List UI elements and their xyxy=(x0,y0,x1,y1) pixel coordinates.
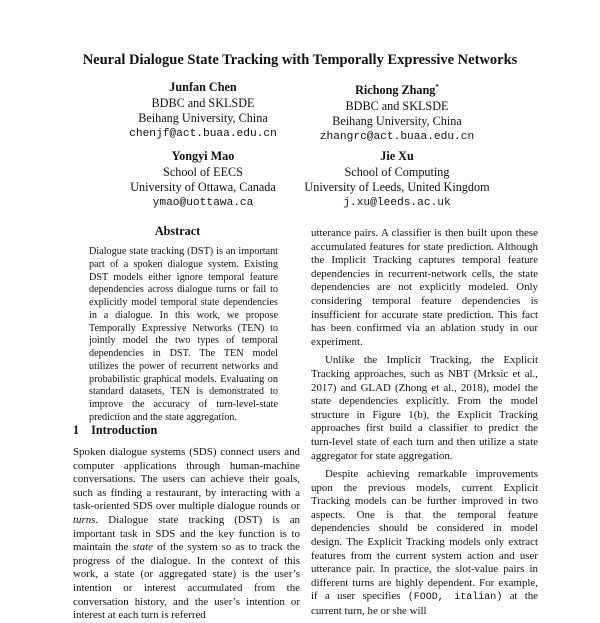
section-title: Introduction xyxy=(91,423,158,437)
author-name: Jie Xu xyxy=(380,149,414,163)
author-affiliation: School of Computing xyxy=(344,164,450,179)
author-email: zhangrc@act.buaa.edu.cn xyxy=(319,130,475,143)
left-column-body xyxy=(73,446,300,623)
author-affiliation: University of Ottawa, Canada xyxy=(130,180,276,194)
author-affiliation: BDBC and SKLSDE xyxy=(151,95,255,110)
paragraph: Unlike the Implicit Tracking, the Explicit Tracking approaches, such as NBT (Mrksic et al., 2017) and GLAD (Zhong et al., 2018), model the state dependencies explicitly. From the model structure in Figure 1(b), the Explicit Tracking approaches first build a classifier to predict the turn-level state of each turn and then utilize a state aggregator for state aggregation. xyxy=(311,354,538,462)
author-block xyxy=(267,149,527,211)
section-number: 1 xyxy=(73,423,80,437)
emphasis: state xyxy=(132,541,154,554)
section-heading xyxy=(73,423,157,438)
author-affiliation: Beihang University, China xyxy=(332,114,462,129)
author-name: Yongyi Mao xyxy=(171,149,235,163)
author-name: Junfan Chen xyxy=(169,80,237,94)
paragraph: Spoken dialogue systems (SDS) connect users and computer applications through human-machine conversations. The users can achieve their goals, such as finding a restaurant, by interacting with a task-oriented SDS over multiple dialogue rounds or turns. Dialogue state tracking (DST) is an important task in SDS and the key function is to maintain the state of the system so as to track the progress of the dialogue. In the context of this work, a state (or aggregated state) is the user’s intention or interest accumulated from the conversation history, and the user’s intention or interest at each turn is referred xyxy=(73,446,300,622)
author-email: j.xu@leeds.ac.uk xyxy=(343,196,451,209)
right-column-body xyxy=(311,227,538,619)
emphasis: turns xyxy=(73,513,96,526)
paper-title: Neural Dialogue State Tracking with Temporally Expressive Networks xyxy=(82,52,518,68)
paragraph: utterance pairs. A classifier is then built upon these accumulated features for state prediction. Although the Implicit Tracking captures temporal feature dependencies in recurrent-network cells, the state dependencies are not explicitly modeled. Only considering temporal feature dependencies is insufficient for accurate state prediction. This fact has been confirmed via an ablation study in our experiment. xyxy=(311,227,538,348)
author-email: ymao@uottawa.ca xyxy=(152,196,254,209)
abstract-text: Dialogue state tracking (DST) is an important part of a spoken dialogue system. Existing DST models either ignore temporal feature dependencies across dialogue turns or fail to explicitly model temporal state dependencies in a dialogue. In this work, we propose Temporally Expressive Networks (TEN) to jointly model the two types of temporal dependencies in DST. The TEN model utilizes the power of recurrent networks and probabilistic graphical models. Evaluating on standard datasets, TEN is demonstrated to improve the accuracy of turn-level-state prediction and the state aggregation. xyxy=(89,246,278,423)
author-affiliation: Beihang University, China xyxy=(138,111,268,125)
author-affiliation: School of EECS xyxy=(163,164,243,179)
paragraph: Despite achieving remarkable improvements upon the previous models, current Explicit Tracking models can be further improved in two aspects. One is that the temporal feature dependencies should be considered in model design. The Explicit Tracking models only extract features from the current system action and user utterance pair. In practice, the slot-value pairs in different turns are highly dependent. For example, if a user specifies (FOOD, italian) at the current turn, he or she will xyxy=(311,468,539,618)
author-affiliation: University of Leeds, United Kingdom xyxy=(304,180,490,194)
author-email: chenjf@act.buaa.edu.cn xyxy=(129,127,277,140)
code-snippet: (FOOD, italian) xyxy=(407,592,503,604)
author-name: Richong Zhang* xyxy=(355,83,439,98)
author-affiliation: BDBC and SKLSDE xyxy=(345,98,449,113)
author-block xyxy=(267,80,527,145)
corresponding-author-mark: * xyxy=(435,83,439,91)
abstract-heading: Abstract xyxy=(154,224,201,238)
